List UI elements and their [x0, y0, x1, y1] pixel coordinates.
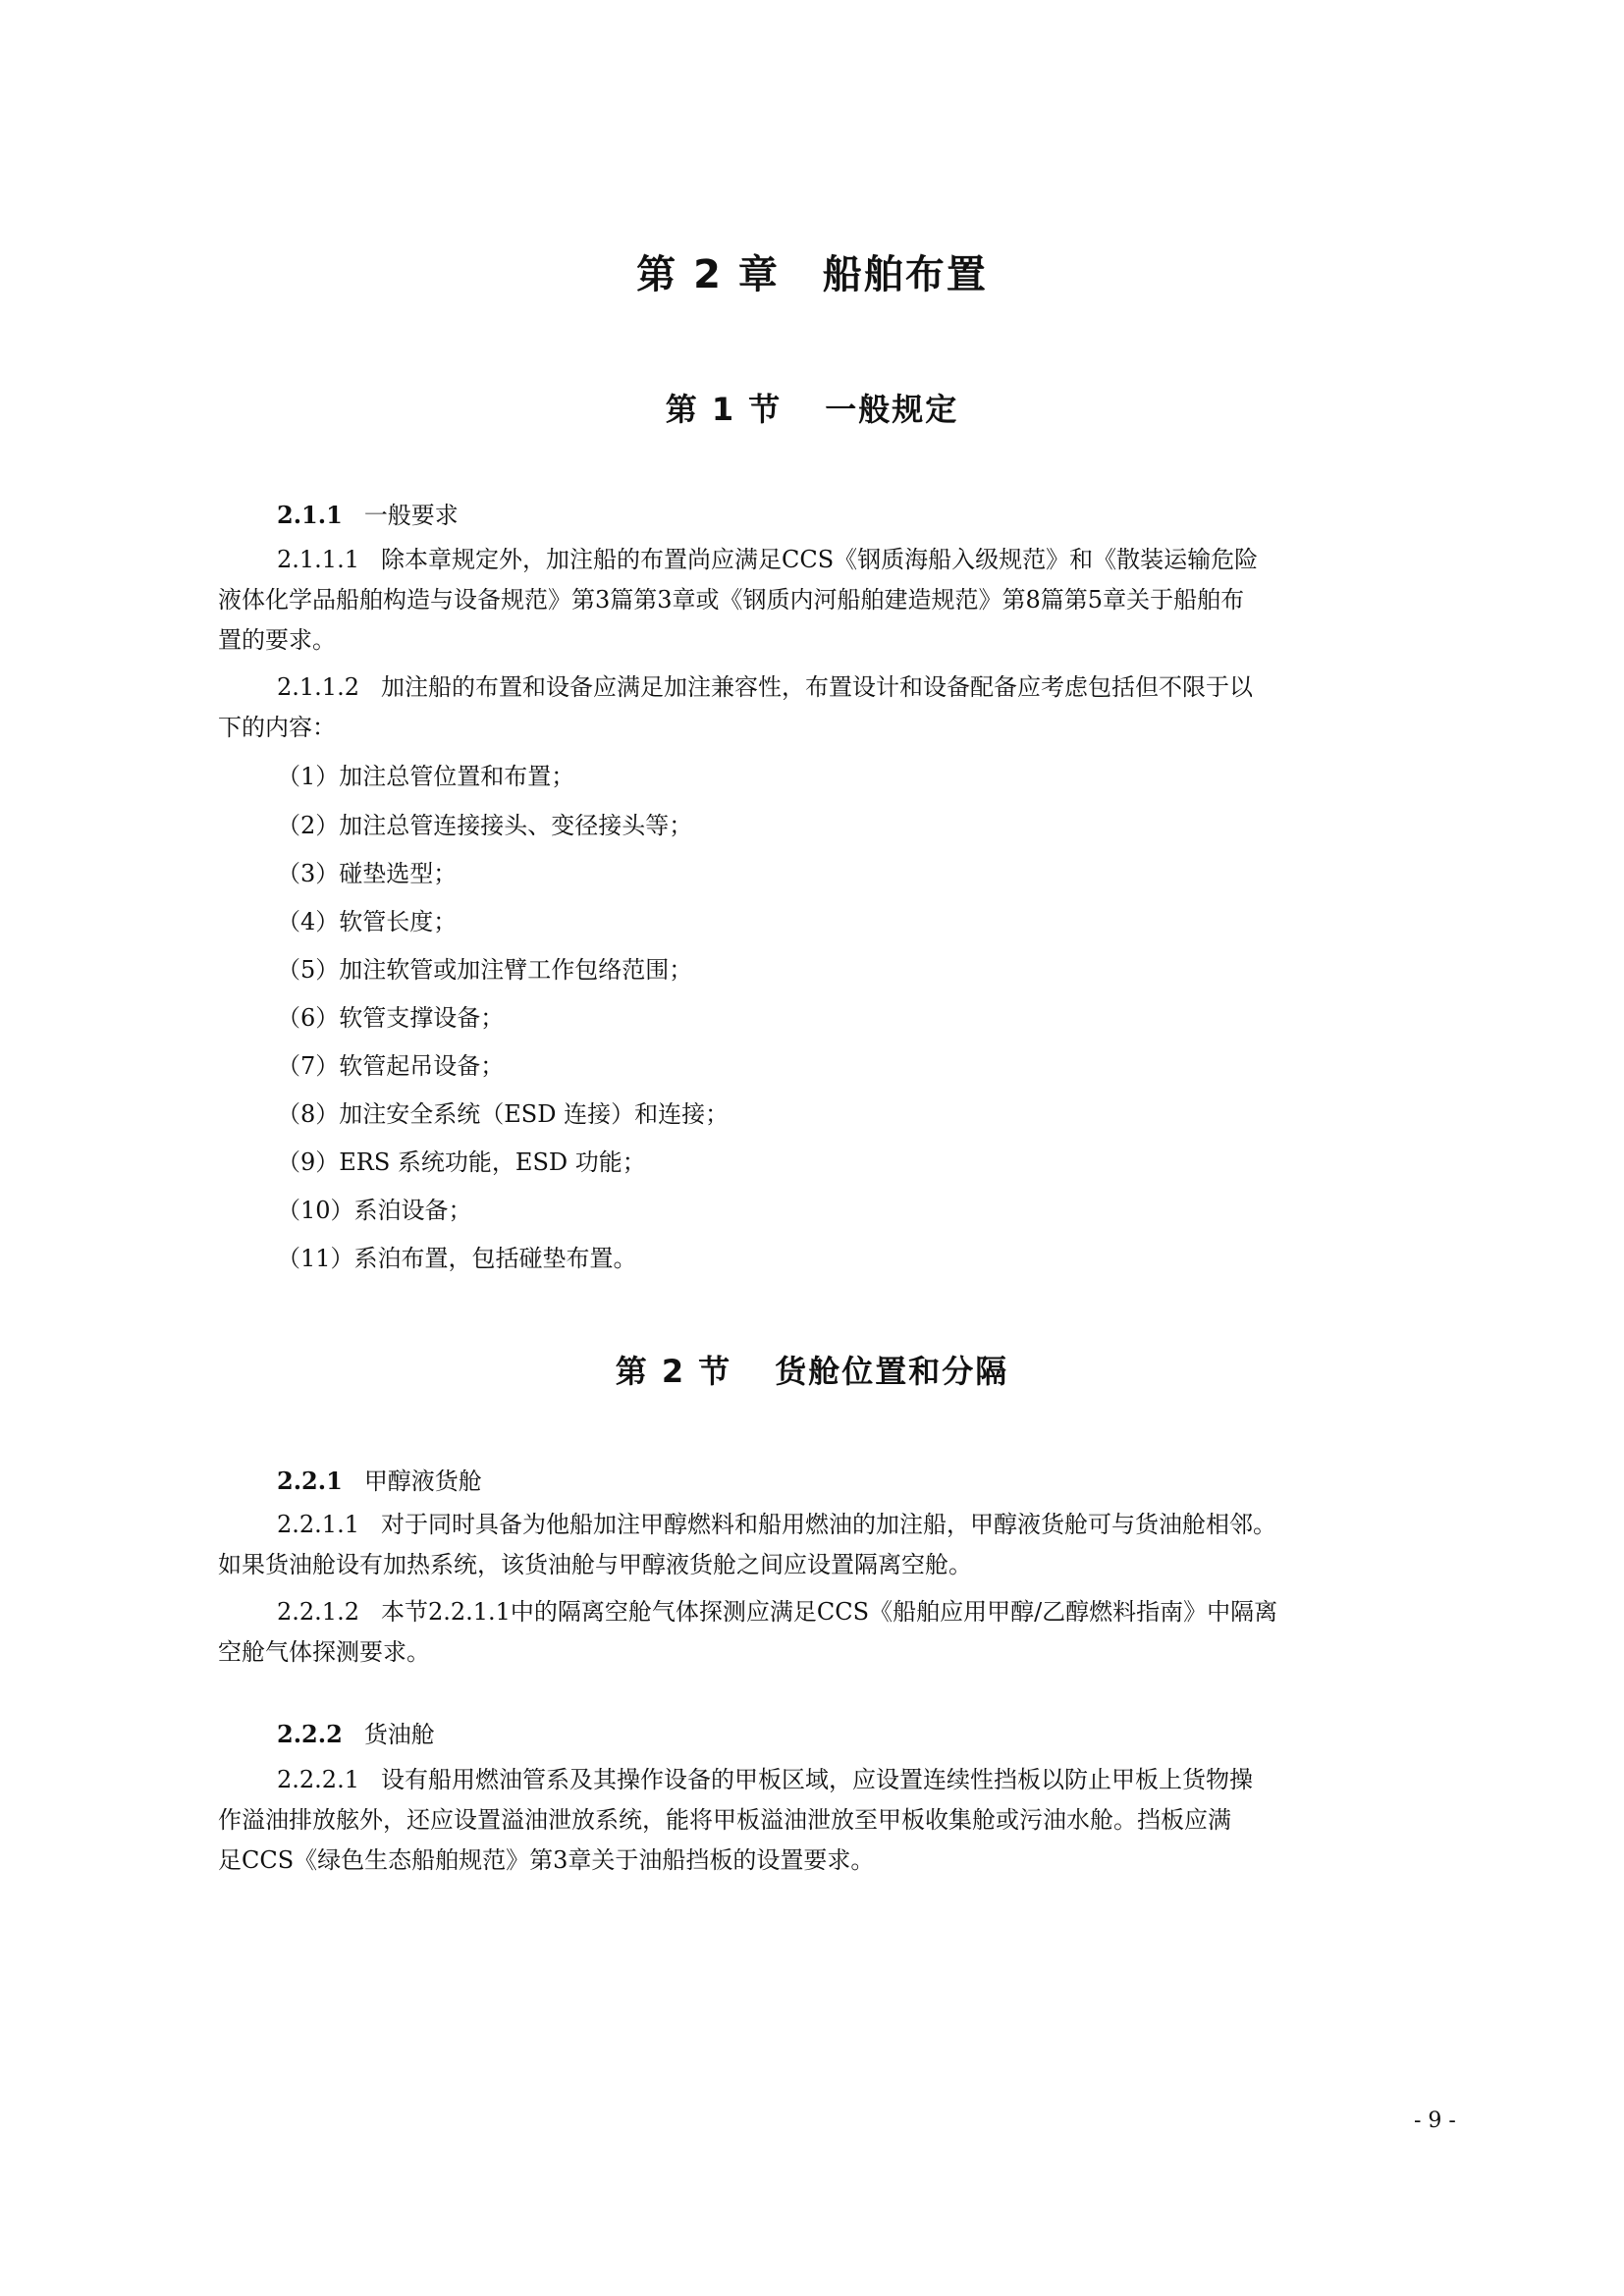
article-2-1-1-heading — [277, 499, 1494, 532]
clause-2-2-1-2-line-2: 空舱气体探测要求。 — [218, 1638, 430, 1666]
list-item: （7）软管起吊设备； — [277, 1052, 505, 1080]
clause-text: 本节2.2.1.1中的隔离空舱气体探测应满足CCS《船舶应用甲醇/乙醇燃料指南》中隔离 — [380, 1598, 1278, 1626]
list-item: （5）加注软管或加注臂工作包络范围； — [277, 956, 693, 984]
section-2-number: 第 2 节 — [615, 1353, 732, 1390]
clause-text: 加注船的布置和设备应满足加注兼容性，布置设计和设备配备应考虑包括但不限于以 — [380, 673, 1253, 701]
clause-2-2-2-1-line-1 — [277, 1763, 1494, 1796]
clause-2-1-1-1-line-1 — [277, 543, 1494, 576]
article-2-2-1-heading — [277, 1465, 1494, 1498]
clause-text: 对于同时具备为他船加注甲醇燃料和船用燃油的加注船，甲醇液货舱可与货油舱相邻。 — [380, 1511, 1276, 1538]
chapter-number: 第 2 章 — [636, 252, 780, 297]
article-2-2-2-heading — [277, 1718, 1494, 1751]
list-item: （1）加注总管位置和布置； — [277, 763, 575, 790]
list-item: （6）软管支撑设备； — [277, 1004, 505, 1032]
section-1-title — [0, 385, 1624, 430]
clause-number: 2.2.1.1 — [277, 1511, 359, 1538]
clause-2-2-1-2-line-1 — [277, 1595, 1494, 1629]
clause-2-2-1-1-line-2: 如果货油舱设有加热系统，该货油舱与甲醇液货舱之间应设置隔离空舱。 — [218, 1551, 972, 1578]
list-item: （4）软管长度； — [277, 908, 458, 935]
clause-number: 2.2.2.1 — [277, 1766, 359, 1793]
clause-2-1-1-1-line-3: 置的要求。 — [218, 626, 336, 654]
section-1-number: 第 1 节 — [665, 391, 783, 428]
list-item: （3）碰垫选型； — [277, 860, 458, 887]
section-2-title-text: 货舱位置和分隔 — [775, 1353, 1009, 1390]
clause-text: 除本章规定外，加注船的布置尚应满足CCS《钢质海船入级规范》和《散装运输危险 — [380, 546, 1259, 573]
section-2-title — [0, 1347, 1624, 1392]
clause-number: 2.1.1.1 — [277, 546, 359, 573]
article-title: 货油舱 — [363, 1721, 435, 1748]
article-number: 2.1.1 — [277, 501, 343, 529]
list-item: （9）ERS 系统功能，ESD 功能； — [277, 1148, 646, 1176]
clause-number: 2.1.1.2 — [277, 673, 359, 701]
chapter-title-text: 船舶布置 — [822, 252, 988, 297]
clause-2-1-1-1-line-2: 液体化学品船舶构造与设备规范》第3篇第3章或《钢质内河船舶建造规范》第8篇第5章关于船舶布 — [218, 586, 1245, 614]
clause-2-1-1-2-line-2: 下的内容： — [218, 714, 336, 741]
list-item: （10）系泊设备； — [277, 1197, 472, 1224]
article-title: 甲醇液货舱 — [363, 1468, 482, 1495]
page-number: - 9 - — [1414, 2109, 1456, 2133]
list-item: （2）加注总管连接接头、变径接头等； — [277, 812, 693, 839]
list-item: （11）系泊布置，包括碰垫布置。 — [277, 1245, 637, 1272]
article-title: 一般要求 — [363, 502, 459, 529]
chapter-title — [0, 243, 1624, 299]
article-number: 2.2.2 — [277, 1720, 343, 1748]
clause-2-2-2-1-line-3: 足CCS《绿色生态船舶规范》第3章关于油船挡板的设置要求。 — [218, 1846, 875, 1874]
clause-2-1-1-2-line-1 — [277, 670, 1494, 704]
article-number: 2.2.1 — [277, 1467, 343, 1495]
clause-2-2-2-1-line-2: 作溢油排放舷外，还应设置溢油泄放系统，能将甲板溢油泄放至甲板收集舱或污油水舱。挡板应满 — [218, 1806, 1231, 1834]
clause-number: 2.2.1.2 — [277, 1598, 359, 1626]
clause-text: 设有船用燃油管系及其操作设备的甲板区域，应设置连续性挡板以防止甲板上货物操 — [380, 1766, 1253, 1793]
clause-2-2-1-1-line-1 — [277, 1508, 1494, 1541]
section-1-title-text: 一般规定 — [825, 391, 959, 428]
list-item: （8）加注安全系统（ESD 连接）和连接； — [277, 1100, 730, 1128]
